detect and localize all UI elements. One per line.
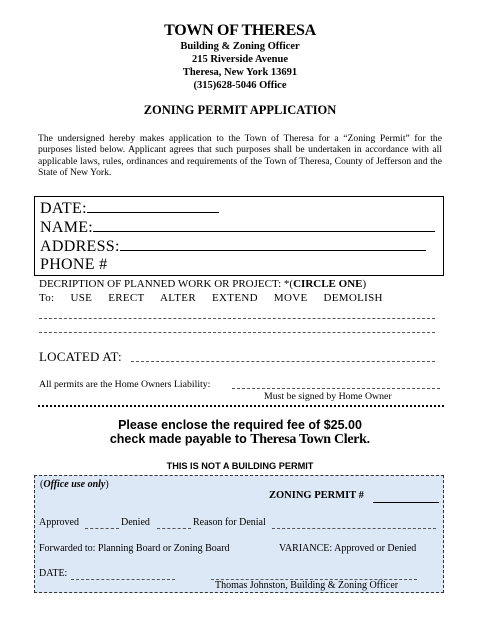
work-description-label xyxy=(39,278,366,290)
liability-label: All permits are the Home Owners Liability: xyxy=(39,379,211,390)
office-phone: (315)628-5046 Office xyxy=(193,80,287,91)
work-blank-line-1[interactable] xyxy=(39,318,435,319)
town-name: TOWN OF THERESA xyxy=(164,22,316,39)
located-at-blank[interactable] xyxy=(131,361,435,362)
option-demolish[interactable]: DEMOLISH xyxy=(323,292,383,304)
applicant-info-box xyxy=(34,196,444,276)
officer-name: Thomas Johnston, Building & Zoning Officer xyxy=(215,580,399,591)
denied-label: Denied xyxy=(121,517,150,528)
approved-blank[interactable] xyxy=(85,528,119,529)
office-date-blank[interactable] xyxy=(71,579,175,580)
name-blank[interactable] xyxy=(93,218,435,232)
description-text: DECRIPTION OF PLANNED WORK OR PROJECT: *( xyxy=(39,278,294,290)
phone-label: PHONE # xyxy=(40,256,108,273)
reason-for-denial-blank[interactable] xyxy=(272,528,436,529)
date-label: DATE: xyxy=(40,200,87,217)
option-move[interactable]: MOVE xyxy=(273,292,308,304)
reason-for-denial-label: Reason for Denial xyxy=(193,517,266,528)
forwarded-label: Forwarded to: Planning Board or Zoning Board xyxy=(39,543,230,554)
not-building-permit-notice: THIS IS NOT A BUILDING PERMIT xyxy=(166,461,314,471)
approved-label: Approved xyxy=(39,517,79,528)
option-alter[interactable]: ALTER xyxy=(160,292,196,304)
circle-one-text: CIRCLE ONE xyxy=(293,278,363,290)
fee-line-1: Please enclose the required fee of $25.00 xyxy=(118,418,362,432)
office-close-paren: ) xyxy=(105,479,109,490)
date-blank[interactable] xyxy=(87,199,219,213)
variance-label: VARIANCE: Approved or Denied xyxy=(279,543,417,554)
city-address: Theresa, New York 13691 xyxy=(182,67,298,78)
address-blank[interactable] xyxy=(120,237,426,251)
denied-blank[interactable] xyxy=(157,528,191,529)
signature-note: Must be signed by Home Owner xyxy=(264,391,392,402)
name-field[interactable] xyxy=(40,218,435,237)
fee-line-2 xyxy=(0,432,480,448)
payee-name: Theresa Town Clerk xyxy=(250,432,367,447)
office-use-box xyxy=(34,475,444,593)
phone-field[interactable] xyxy=(40,256,107,274)
office-use-label xyxy=(40,479,109,490)
address-label: ADDRESS: xyxy=(40,238,120,255)
street-address: 215 Riverside Avenue xyxy=(191,54,289,65)
zoning-permit-number-label: ZONING PERMIT # xyxy=(269,490,364,501)
fee-prefix: check made payable to xyxy=(109,432,251,446)
intro-paragraph: The undersigned hereby makes application to the Town of Theresa for a “Zoning Permit” for the purposes listed below. Applicant agrees that such purposes shall be undertaken in accordance with all applicable laws, rules, ordinances and requirements of the Town of Theresa, County of Jefferson and the State of New York. xyxy=(38,133,442,179)
located-at-label: LOCATED AT: xyxy=(39,349,122,364)
option-use[interactable]: USE xyxy=(70,292,93,304)
form-title: ZONING PERMIT APPLICATION xyxy=(143,103,337,117)
office-open-paren: ( xyxy=(40,479,44,490)
section-divider xyxy=(38,405,444,407)
date-field[interactable] xyxy=(40,199,219,218)
close-paren: ) xyxy=(362,278,367,290)
office-date-label: DATE: xyxy=(39,568,68,579)
fee-suffix: . xyxy=(366,432,371,446)
option-erect[interactable]: ERECT xyxy=(108,292,145,304)
work-blank-line-2[interactable] xyxy=(39,332,435,333)
work-options xyxy=(39,292,394,304)
officer-title: Building & Zoning Officer xyxy=(180,41,300,52)
option-extend[interactable]: EXTEND xyxy=(212,292,258,304)
office-use-only-text: Office use only xyxy=(43,479,106,490)
to-label: To: xyxy=(39,292,55,304)
signature-blank[interactable] xyxy=(232,388,440,389)
name-label: NAME: xyxy=(40,219,94,236)
zoning-permit-number-blank[interactable] xyxy=(373,502,439,503)
address-field[interactable] xyxy=(40,237,426,256)
